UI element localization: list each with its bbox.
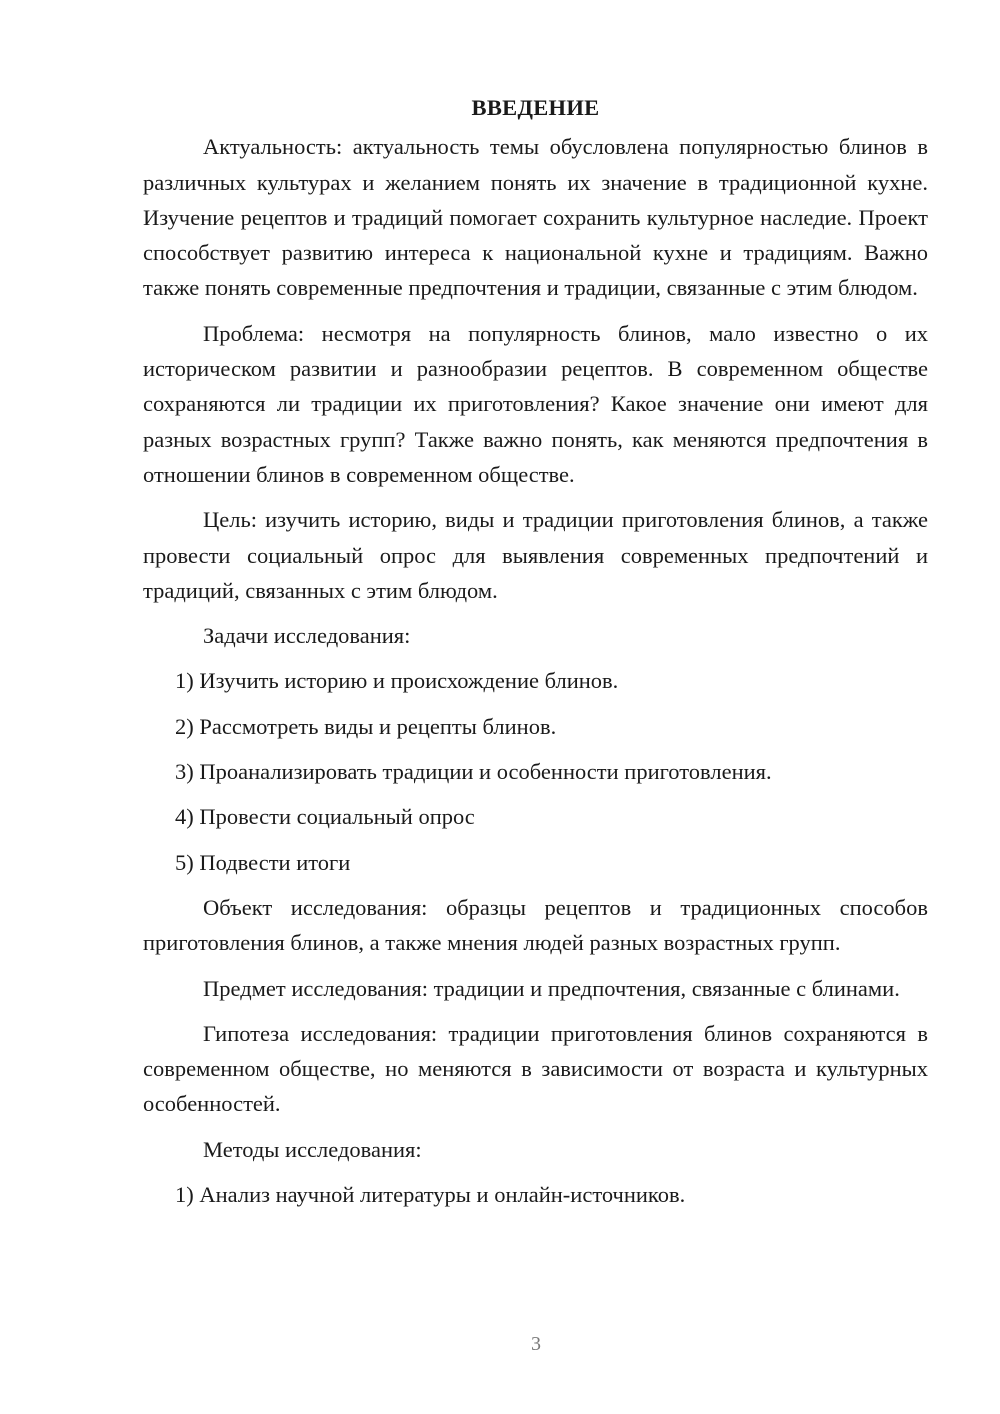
methods-list — [143, 1177, 928, 1212]
goal-paragraph: Цель: изучить историю, виды и традиции приготовления блинов, а также провести социальный опрос для выявления современных предпочтений и традиций, связанных с этим блюдом. — [143, 507, 928, 603]
object-paragraph: Объект исследования: образцы рецептов и традиционных способов приготовления блинов, а также мнения людей разных возрастных групп. — [143, 894, 928, 956]
page-number: 3 — [531, 1333, 541, 1355]
list-item: 1) Изучить историю и происхождение блинов. — [175, 668, 619, 694]
list-item: 2) Рассмотреть виды и рецепты блинов. — [175, 713, 557, 739]
section-heading: ВВЕДЕНИЕ — [471, 95, 600, 120]
relevance-paragraph: Актуальность: актуальность темы обусловлена популярностью блинов в различных культурах и желанием понять их значение в традиционной кухне. Изучение рецептов и традиций помогает сохранить культурное наследие. Проект способствует развитию интереса к национальной кухне и традициям. Важно также понять современные предпочтения и традиции, связанные с этим блюдом. — [143, 134, 928, 301]
list-item: 4) Провести социальный опрос — [175, 804, 475, 830]
problem-paragraph: Проблема: несмотря на популярность блинов, мало известно о их историческом развитии и разнообразии рецептов. В современном обществе сохраняются ли традиции их приготовления? Какое значение они имеют для разных возрастных групп? Также важно понять, как меняются предпочтения в отношении блинов в современном обществе. — [143, 320, 928, 487]
list-item: 5) Подвести итоги — [175, 849, 351, 875]
list-item: 1) Анализ научной литературы и онлайн-источников. — [175, 1182, 686, 1208]
list-item: 3) Проанализировать традиции и особенности приготовления. — [175, 759, 772, 785]
subject-paragraph: Предмет исследования: традиции и предпочтения, связанные с блинами. — [203, 975, 900, 1001]
tasks-list — [143, 663, 928, 879]
methods-title: Методы исследования: — [203, 1136, 422, 1162]
hypothesis-paragraph: Гипотеза исследования: традиции приготовления блинов сохраняются в современном обществе, но меняются в зависимости от возраста и культурных особенностей. — [143, 1020, 928, 1117]
tasks-title: Задачи исследования: — [203, 623, 411, 649]
page-content — [143, 90, 928, 1222]
